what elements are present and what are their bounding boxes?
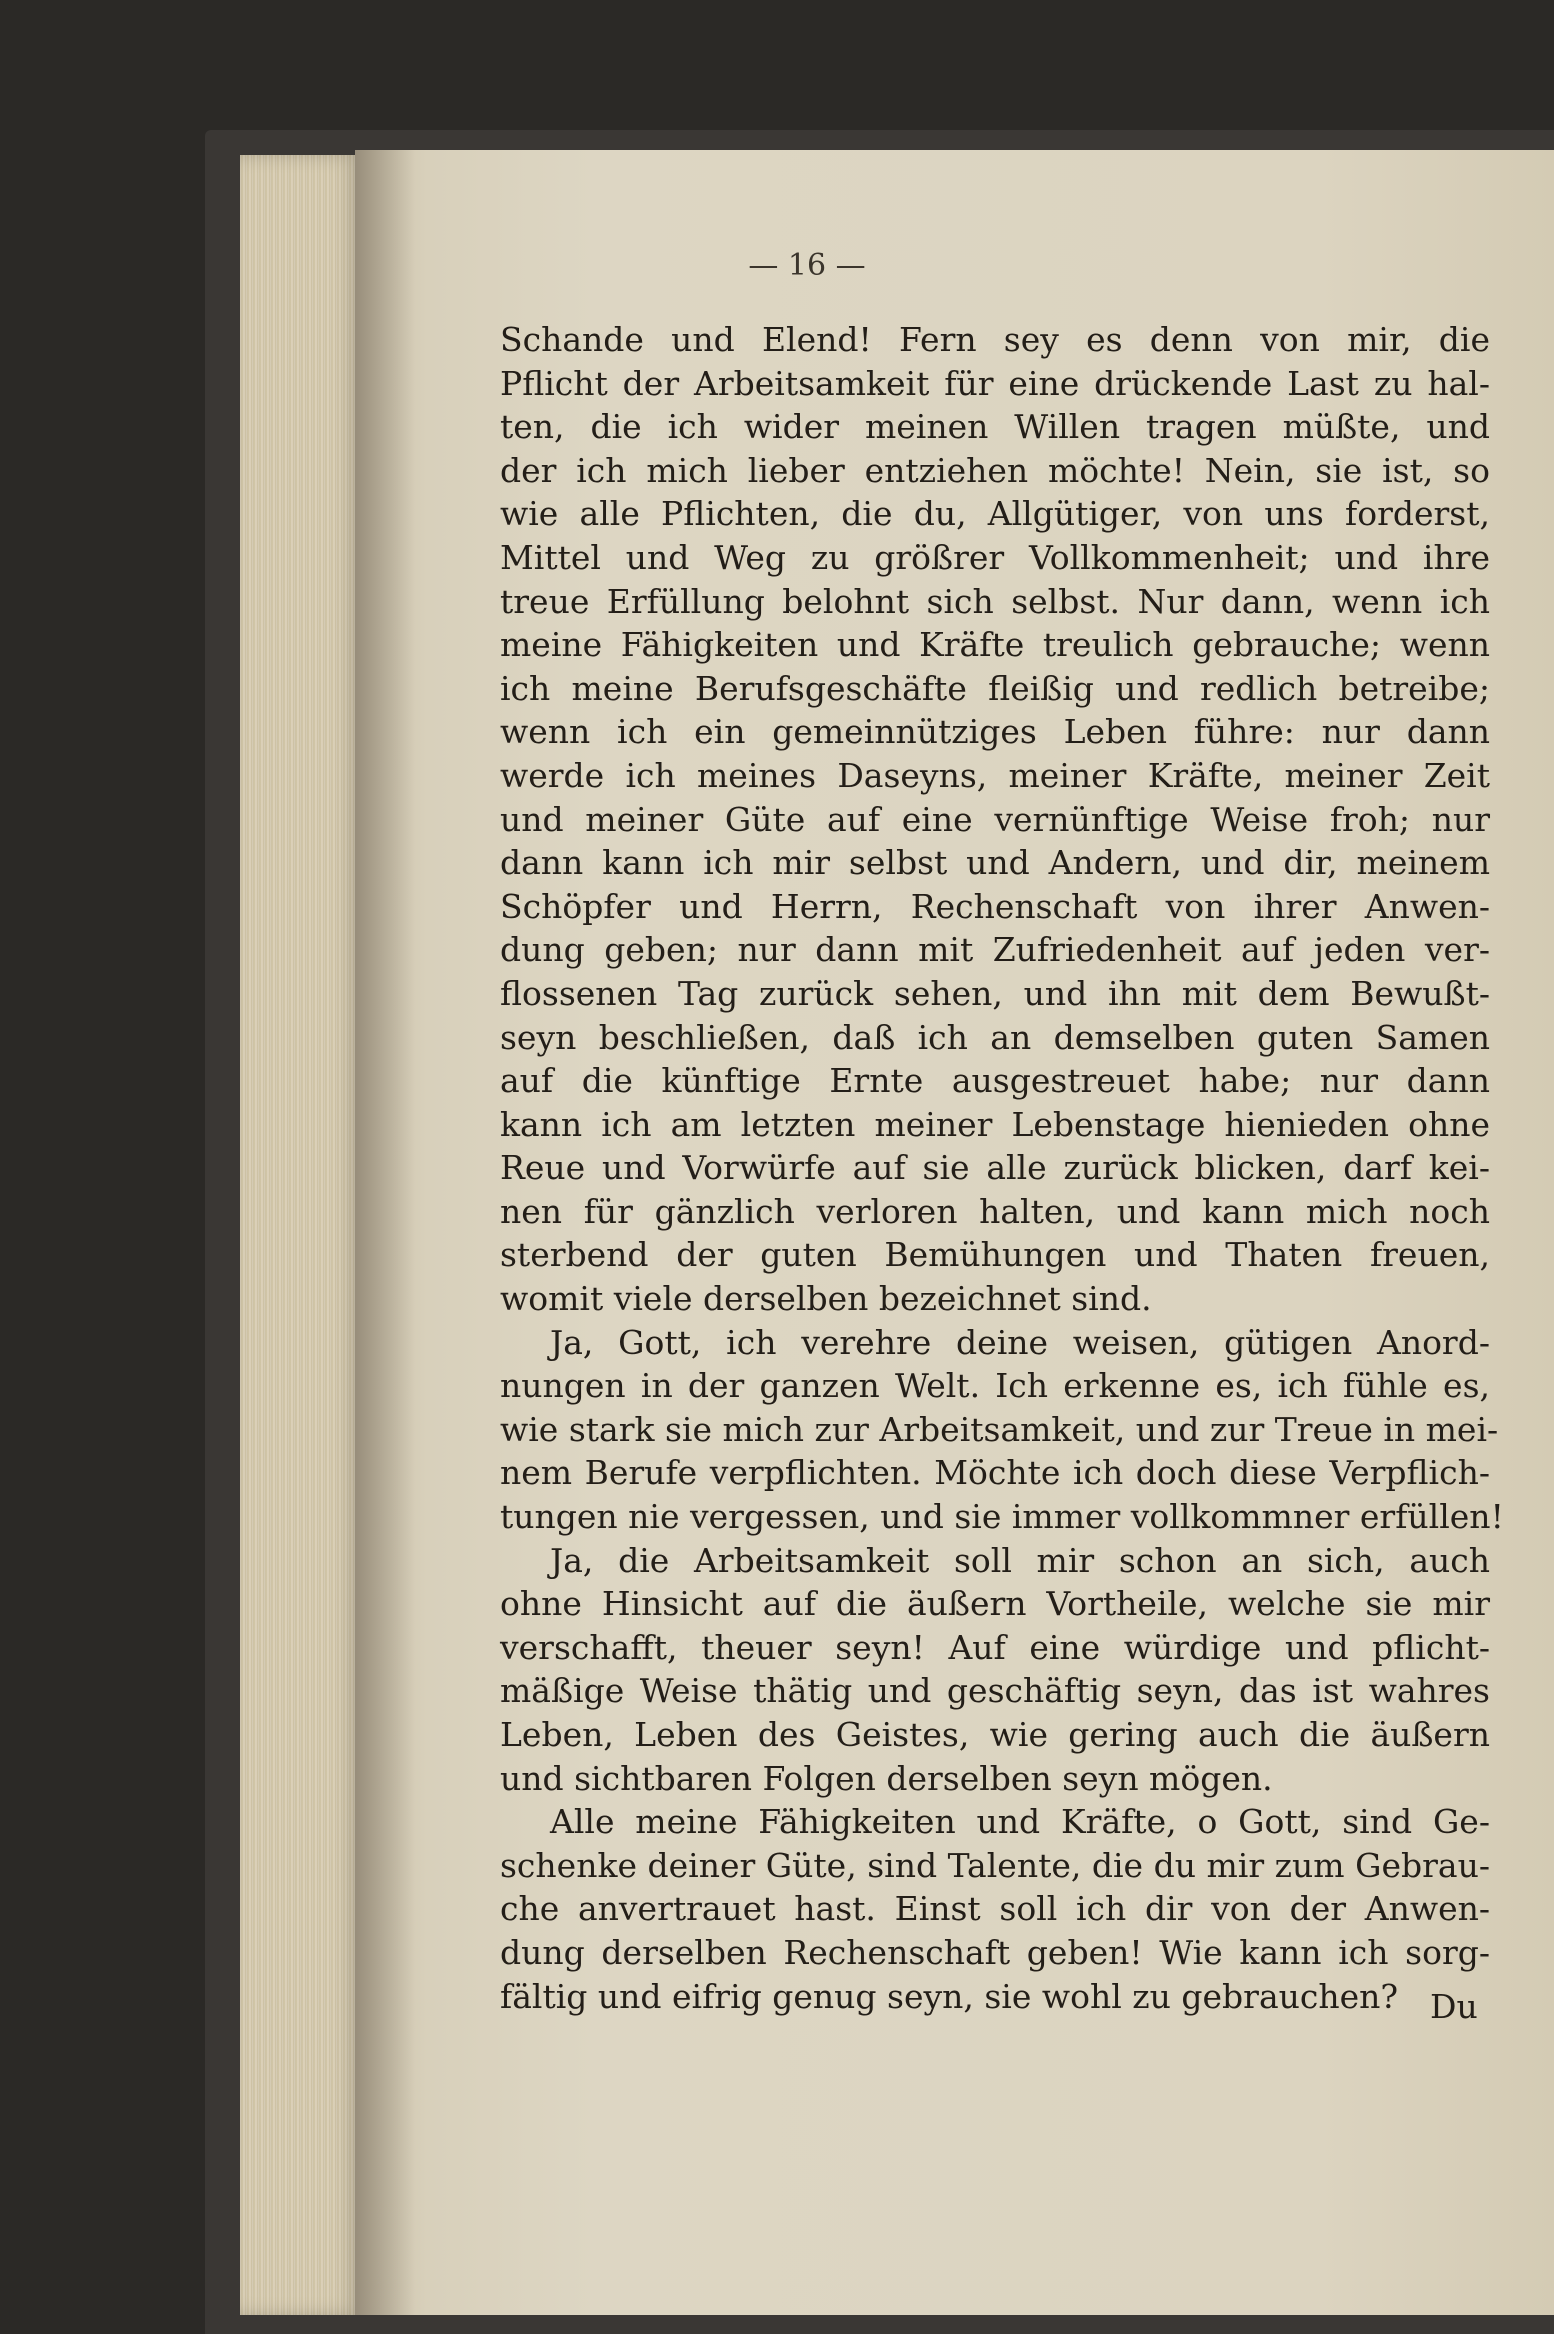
text-line: Ja, Gott, ich verehre deine weisen, gütigen Anord- [550,1322,1490,1362]
text-line: nen für gänzlich verloren halten, und kann mich noch [500,1191,1490,1231]
text-line: Pflicht der Arbeitsamkeit für eine drückende Last zu hal- [500,363,1490,403]
text-line: und sichtbaren Folgen derselben seyn mögen. [500,1758,1273,1798]
page-edges [240,155,360,2315]
paragraph [500,1539,1490,1801]
text-line: seyn beschließen, daß ich an demselben guten Samen [500,1017,1490,1057]
text-line: Schande und Elend! Fern sey es denn von mir, die [500,320,1490,359]
text-line: ohne Hinsicht auf die äußern Vortheile, welche sie mir [500,1584,1490,1624]
text-line: dann kann ich mir selbst und Andern, und dir, meinem [500,843,1490,883]
text-line: Alle meine Fähigkeiten und Kräfte, o Gott, sind Ge- [550,1802,1490,1842]
text-line: werde ich meines Daseyns, meiner Kräfte, meiner Zeit [500,755,1490,795]
text-line: auf die künftige Ernte ausgestreuet habe; nur dann [500,1061,1490,1101]
text-line: dung derselben Rechenschaft geben! Wie kann ich sorg- [500,1932,1490,1972]
body-text [500,318,1504,2018]
text-line: womit viele derselben bezeichnet sind. [500,1279,1152,1319]
text-line: Reue und Vorwürfe auf sie alle zurück blicken, darf kei- [500,1148,1490,1188]
text-line: ten, die ich wider meinen Willen tragen müßte, und [500,407,1490,447]
text-line: Mittel und Weg zu größrer Vollkommenheit; und ihre [500,537,1490,577]
text-line: ich meine Berufsgeschäfte fleißig und redlich betreibe; [500,668,1490,708]
text-line: Leben, Leben des Geistes, wie gering auch die äußern [500,1715,1490,1754]
spine-shadow [355,150,415,2315]
text-line: schenke deiner Güte, sind Talente, die du mir zum Gebrau- [500,1845,1490,1885]
text-line: mäßige Weise thätig und geschäftig seyn, das ist wahres [500,1671,1490,1711]
text-line: dung geben; nur dann mit Zufriedenheit auf jeden ver- [500,930,1490,970]
text-line: wie alle Pflichten, die du, Allgütiger, von uns forderst, [500,494,1490,534]
catchword: Du [1430,1987,1478,2026]
text-line: der ich mich lieber entziehen möchte! Nein, sie ist, so [500,450,1490,490]
text-line: che anvertrauet hast. Einst soll ich dir von der Anwen- [500,1889,1490,1929]
text-line: treue Erfüllung belohnt sich selbst. Nur dann, wenn ich [500,581,1490,621]
paragraph [500,1800,1490,2018]
text-line: nungen in der ganzen Welt. Ich erkenne es, ich fühle es, [500,1366,1490,1406]
text-line: sterbend der guten Bemühungen und Thaten freuen, [500,1235,1490,1275]
text-line: meine Fähigkeiten und Kräfte treulich gebrauche; wenn [500,625,1490,665]
text-line: und meiner Güte auf eine vernünftige Weise froh; nur [500,799,1490,839]
page-number: — 16 — [748,248,866,283]
text-line: wenn ich ein gemeinnütziges Leben führe: nur dann [500,712,1490,752]
text-line: flossenen Tag zurück sehen, und ihn mit dem Bewußt- [500,973,1490,1013]
paragraph [500,1321,1504,1539]
text-line: wie stark sie mich zur Arbeitsamkeit, und zur Treue in mei- [500,1409,1499,1449]
text-line: Ja, die Arbeitsamkeit soll mir schon an sich, auch [550,1540,1490,1580]
text-line: fältig und eifrig genug seyn, sie wohl zu gebrauchen? [500,1976,1399,2016]
text-line: Schöpfer und Herrn, Rechenschaft von ihrer Anwen- [500,886,1490,926]
text-line: verschafft, theuer seyn! Auf eine würdige und pflicht- [500,1627,1490,1667]
text-line: kann ich am letzten meiner Lebenstage hienieden ohne [500,1104,1490,1144]
text-line: nem Berufe verpflichten. Möchte ich doch diese Verpflich- [500,1453,1490,1493]
text-line: tungen nie vergessen, und sie immer vollkommner erfüllen! [500,1497,1504,1537]
paragraph [500,318,1490,1321]
